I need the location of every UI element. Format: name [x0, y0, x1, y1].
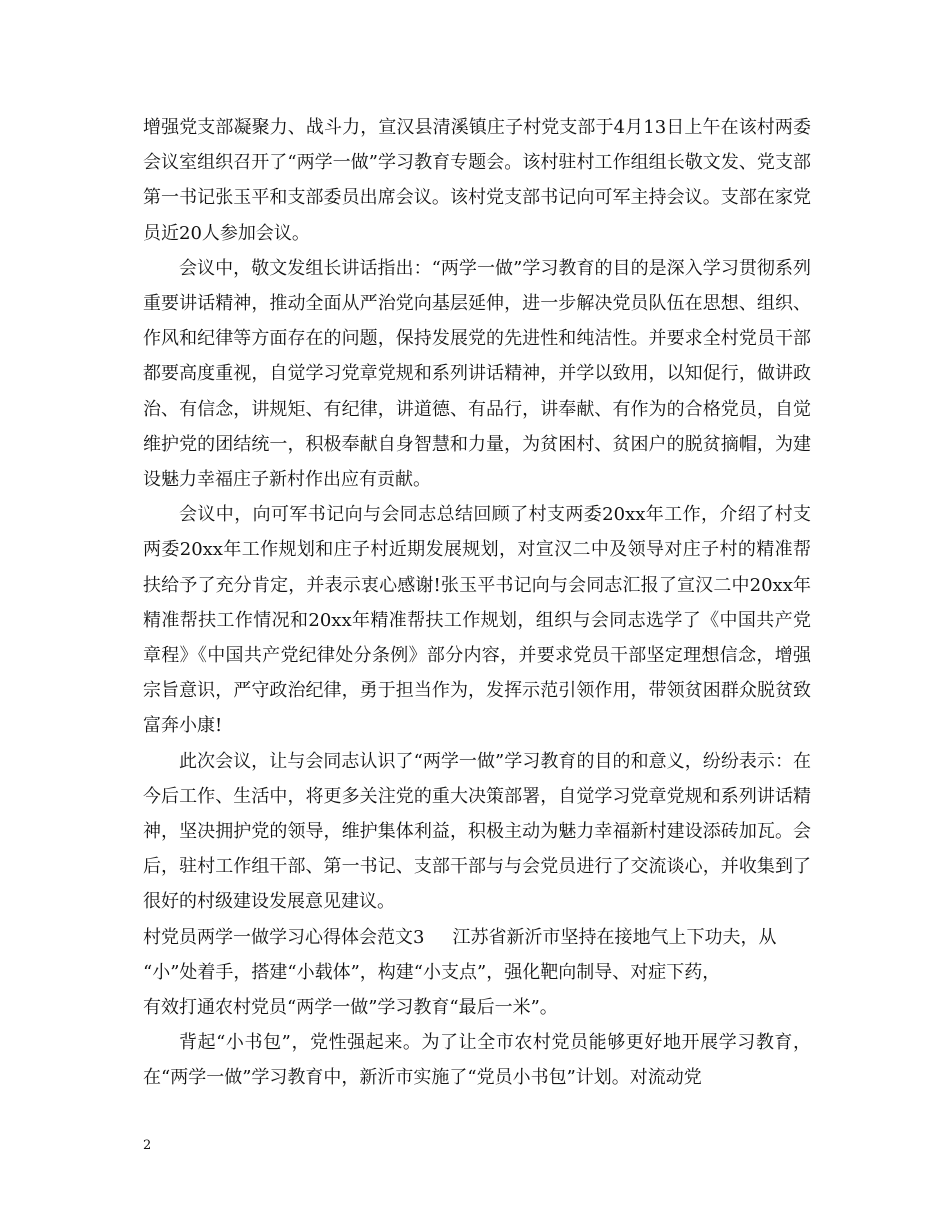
section-intro-head: 江苏省新沂市坚持在接地气上下功夫，从 [452, 926, 777, 948]
paragraph-jing-speech: 会议中，敬文发组长讲话指出：“两学一做”学习教育的目的是深入学习贯彻系列重要讲话精神，推动全面从严治党向基层延伸，进一步解决党员队伍在思想、组织、作风和纪律等方面存在的问题，保持发展党的先进性和纯洁性。并要求全村党员干部都要高度重视，自觉学习党章党规和系列讲话精神，并学以致用，以知促行，做讲政治、有信念，讲规矩、有纪律，讲道德、有品行，讲奉献、有作为的合格党员，自觉维护党的团结统一，积极奉献自身智慧和力量，为贫困村、贫困户的脱贫摘帽，为建设魅力幸福庄子新村作出应有贡献。 [143, 257, 811, 491]
section-title: 村党员两学一做学习心得体会范文3 [143, 926, 425, 948]
paragraph-meeting-intro: 增强党支部凝聚力、战斗力，宣汉县清溪镇庄子村党支部于4月13日上午在该村两委会议室组织召开了“两学一做”学习教育专题会。该村驻村工作组组长敬文发、党支部第一书记张玉平和支部委员出席会议。该村党支部书记向可军主持会议。支部在家党员近20人参加会议。 [143, 117, 811, 244]
page-number: 2 [143, 1138, 152, 1153]
section-intro-line: 有效打通农村党员“两学一做”学习教育“最后一米”。 [143, 997, 558, 1019]
document-body [143, 110, 811, 1096]
paragraph-small-bag: 背起“小书包”，党性强起来。为了让全市农村党员能够更好地开展学习教育，在“两学一做”学习教育中，新沂市实施了“党员小书包”计划。对流动党 [143, 1032, 811, 1089]
paragraph-meeting-outcome: 此次会议，让与会同志认识了“两学一做”学习教育的目的和意义，纷纷表示：在今后工作、生活中，将更多关注党的重大决策部署，自觉学习党章党规和系列讲话精神，坚决拥护党的领导，维护集体利益，积极主动为魅力幸福新村建设添砖加瓦。会后，驻村工作组干部、第一书记、支部干部与与会党员进行了交流谈心，并收集到了很好的村级建设发展意见建议。 [143, 750, 811, 913]
section-heading-line [143, 920, 811, 955]
paragraph-xiang-summary: 会议中，向可军书记向与会同志总结回顾了村支两委20xx年工作，介绍了村支两委20xx年工作规划和庄子村近期发展规划，对宣汉二中及领导对庄子村的精准帮扶给予了充分肯定，并表示衷心感谢!张玉平书记向与会同志汇报了宣汉二中20xx年精准帮扶工作情况和20xx年精准帮扶工作规划，组织与会同志选学了《中国共产党章程》《中国共产党纪律处分条例》部分内容，并要求党员干部坚定理想信念，增强宗旨意识，严守政治纪律，勇于担当作为，发挥示范引领作用，带领贫困群众脱贫致富奔小康! [143, 504, 811, 737]
section-intro-line: “小”处着手，搭建“小载体”，构建“小支点”，强化靶向制导、对症下药， [143, 961, 721, 983]
